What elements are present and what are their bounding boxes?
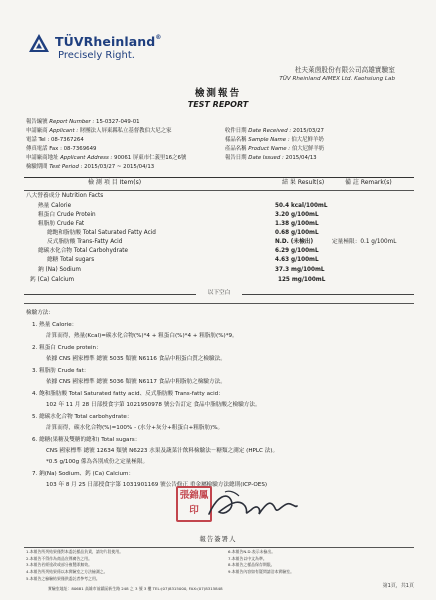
method-line: 6. 總糖(果糖及雙糖的總和) Total sugars： — [32, 437, 141, 443]
handwritten-signature — [205, 486, 301, 524]
note-item: 5.本報告之檢驗結果僅供委託者參考之用。 — [26, 575, 100, 581]
brand-name: TÜVRheinland® — [55, 34, 162, 49]
table-row: 總碳水化合物 Total Carbohydrate — [38, 248, 129, 254]
methods-top-rule — [24, 303, 414, 304]
applicant-address: 申請廠商地址 Applicant Address : 90061 屏東市仁義里16之6號 — [26, 155, 187, 161]
note-item: 3.本報告若經塗改或部分複製即無效。 — [26, 562, 92, 568]
method-line: 103 年 8 月 25 日部授食字第 1031901169 號公告修正 重金屬檢驗方法總則(ICP-OES) — [46, 482, 268, 488]
product-name: 產品名稱 Product Name : 伯大尼鮮羊奶 — [225, 146, 325, 152]
column-item: 檢 測 項 目 Item(s) — [88, 179, 142, 186]
note-item: 8.本報告之樣品保存期限。 — [228, 562, 275, 568]
method-line: 計算而得，熱量(Kcal)=碳水化合物(%)*4 + 粗蛋白(%)*4 + 粗脂肪(%)*9。 — [46, 333, 238, 339]
method-line: 4. 飽和脂肪酸 Total Saturated fatty acid、反式脂肪酸 Trans-fatty acid： — [32, 391, 224, 397]
table-row: 八大營養成分 Nutrition Facts — [26, 193, 104, 199]
tuv-triangle-icon — [28, 33, 50, 53]
signer-title: 報告簽署人 — [199, 535, 237, 543]
table-row: 粗蛋白 Crude Protein — [38, 212, 96, 218]
test-period: 檢驗期間 Test Period : 2015/03/27 ~ 2015/04/13 — [26, 164, 155, 170]
lab-name-en: TÜV Rheinland AIMEX Ltd. Kaohsiung Lab — [279, 76, 395, 82]
note-item: 6.本報告N.D.表示未檢出。 — [228, 549, 276, 554]
seal-glyphs: 張錦鳳印 — [179, 490, 209, 516]
table-top-rule — [24, 177, 414, 178]
report-title-en: TEST REPORT — [187, 100, 249, 109]
table-row: 熱量 Calorie — [38, 203, 72, 209]
result-cell: N.D. (未檢出) — [275, 239, 314, 245]
date-received: 收件日期 Date Received : 2015/03/27 — [225, 128, 324, 134]
table-row: 總飽和脂肪酸 Total Saturated Fatty Acid — [47, 230, 156, 236]
tuv-logo — [28, 33, 168, 69]
column-result: 結 果 Result(s) — [282, 179, 325, 186]
method-line: 102 年 11 月 28 日部授食字第 1021950978 號公告訂定 食品中脂肪酸之檢驗方法。 — [46, 402, 261, 408]
notes-right — [228, 549, 413, 576]
methods-heading: 檢驗方法： — [26, 310, 54, 316]
table-header-rule — [24, 190, 414, 191]
report-title-zh: 檢測報告 — [194, 88, 242, 99]
telephone: 電話 Tel : 08-7367264 — [26, 137, 84, 143]
result-cell: 3.20 g/100mL — [275, 212, 319, 218]
lab-name-zh: 杜夫萊茵股份有限公司高雄實驗室 — [294, 66, 395, 74]
method-line: 依據 CNS 國家標準 總號 5035 類號 N6116 食品中粗蛋白質之檢驗法。 — [46, 356, 226, 362]
note-item: 4.本報告所列結果係以本實驗室之方法檢測之。 — [26, 569, 108, 575]
result-cell: 125 mg/100mL — [278, 277, 326, 283]
table-row: 總糖 Total sugars — [47, 257, 95, 263]
notes-left — [26, 549, 211, 583]
column-remark: 備 註 Remark(s) — [345, 179, 392, 186]
fax: 傳真電話 Fax : 08-7369649 — [26, 146, 97, 152]
blank-right-rule — [242, 294, 414, 295]
result-cell: 37.3 mg/100mL — [275, 267, 325, 273]
method-line: *0.5 g/100g 係為各別成份之定量極限。 — [46, 459, 149, 465]
lab-address-footer: 實驗室地址：80681 高雄市前鎮區新生路 248 之 3 號 3 樓 TEL:(07)8315000, FAX:(07)8315848 — [48, 586, 223, 591]
date-issued: 報告日期 Date Issued : 2015/04/13 — [225, 155, 317, 161]
note-item: 9.本報告內容如有疑問請洽本實驗室。 — [228, 569, 294, 575]
method-line: 7. 鈉(Na) Sodium、鈣 (Ca) Calcium： — [32, 471, 135, 477]
blank-marker: 以下空白 — [207, 290, 231, 296]
note-item: 7.本報告以中文為準。 — [228, 555, 267, 561]
result-cell: 0.68 g/100mL — [275, 230, 319, 236]
method-line: 2. 粗蛋白 Crude protein： — [32, 345, 102, 351]
remark-cell: 定量極限：0.1 g/100mL — [332, 239, 397, 245]
note-item: 1.本報告所列結果僅對本委託樣品負責，請勿片段使用。 — [26, 549, 124, 554]
method-line: 1. 熱量 Calorie： — [32, 322, 78, 328]
result-cell: 6.29 g/100mL — [275, 248, 319, 254]
brand-tagline: Precisely Right. — [58, 50, 135, 61]
notes-top-rule — [24, 547, 414, 548]
method-line: CNS 國家標準 總號 12634 類號 N6223 水果及蔬菜汁飲料檢驗法－糖類之測定 (HPLC 法)。 — [46, 448, 279, 454]
method-line: 3. 粗脂肪 Crude fat： — [32, 368, 90, 374]
report-number: 報告編號 Report Number : 15-0327-049-01 — [26, 119, 140, 125]
method-line: 計算而得，碳水化合物(%)=100% - (水分+灰分+粗蛋白+粗脂肪)%。 — [46, 425, 224, 431]
blank-marker-row — [24, 290, 414, 298]
applicant: 申請廠商 Applicant : 財團法人屏東縣私立基督教伯大尼之家 — [26, 128, 172, 134]
result-cell: 4.63 g/100mL — [275, 257, 319, 263]
table-row: 粗脂肪 Crude Fat — [38, 221, 85, 227]
result-cell: 1.38 g/100mL — [275, 221, 319, 227]
table-row: 鈉 (Na) Sodium — [38, 267, 81, 273]
page-number: 第1頁，共1頁 — [382, 583, 414, 589]
method-line: 5. 總碳水化合物 Total carbohydrate： — [32, 414, 133, 420]
method-line: 依據 CNS 國家標準 總號 5036 類號 N6117 食品中粗脂肪之檢驗方法。 — [46, 379, 226, 385]
table-row: 反式脂肪酸 Trans-Fatty Acid — [47, 239, 123, 245]
result-cell: 50.4 kcal/100mL — [275, 203, 328, 209]
sample-name: 樣品名稱 Sample Name : 伯大尼鮮羊奶 — [225, 137, 324, 143]
note-item: 2.本報告不得作為商品宣傳廣告之用。 — [26, 555, 92, 561]
table-row: 鈣 (Ca) Calcium — [30, 277, 75, 283]
